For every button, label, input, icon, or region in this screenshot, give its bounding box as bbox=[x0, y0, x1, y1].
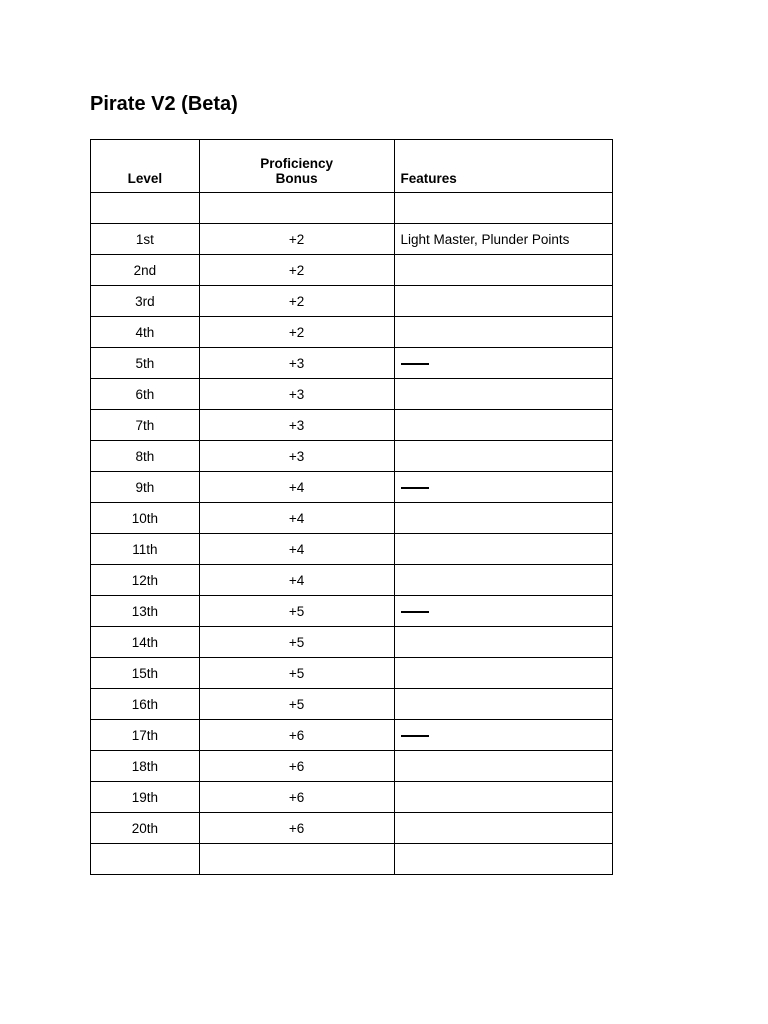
features-cell bbox=[394, 286, 613, 317]
header-proficiency-line1: Proficiency bbox=[260, 156, 333, 171]
level-cell: 18th bbox=[91, 751, 200, 782]
level-cell: 3rd bbox=[91, 286, 200, 317]
level-table bbox=[90, 139, 613, 875]
table-row bbox=[91, 813, 613, 844]
table-row bbox=[91, 317, 613, 348]
level-cell: 16th bbox=[91, 689, 200, 720]
proficiency-cell: +5 bbox=[199, 689, 394, 720]
features-cell bbox=[394, 565, 613, 596]
table-row bbox=[91, 844, 613, 875]
features-cell bbox=[394, 720, 613, 751]
level-cell: 2nd bbox=[91, 255, 200, 286]
page-title: Pirate V2 (Beta) bbox=[90, 93, 238, 115]
level-cell: 4th bbox=[91, 317, 200, 348]
level-cell: 5th bbox=[91, 348, 200, 379]
proficiency-cell: +4 bbox=[199, 534, 394, 565]
features-cell bbox=[394, 193, 613, 224]
table-row bbox=[91, 224, 613, 255]
proficiency-cell: +4 bbox=[199, 503, 394, 534]
proficiency-cell: +5 bbox=[199, 627, 394, 658]
level-cell: 10th bbox=[91, 503, 200, 534]
level-cell: 14th bbox=[91, 627, 200, 658]
table-row bbox=[91, 720, 613, 751]
table-row bbox=[91, 689, 613, 720]
level-cell: 20th bbox=[91, 813, 200, 844]
placeholder-dash bbox=[401, 487, 429, 489]
level-cell: 12th bbox=[91, 565, 200, 596]
header-proficiency-line2: Bonus bbox=[275, 171, 318, 186]
features-cell bbox=[394, 379, 613, 410]
features-cell bbox=[394, 348, 613, 379]
table-row bbox=[91, 658, 613, 689]
features-cell: Light Master, Plunder Points bbox=[394, 224, 613, 255]
features-cell bbox=[394, 751, 613, 782]
proficiency-cell: +3 bbox=[199, 441, 394, 472]
features-cell bbox=[394, 844, 613, 875]
table-row bbox=[91, 534, 613, 565]
features-cell bbox=[394, 782, 613, 813]
proficiency-cell: +3 bbox=[199, 379, 394, 410]
header-level: Level bbox=[91, 140, 200, 193]
proficiency-cell: +6 bbox=[199, 720, 394, 751]
table-header-row bbox=[91, 140, 613, 193]
table-body bbox=[91, 193, 613, 875]
level-cell: 19th bbox=[91, 782, 200, 813]
level-cell: 8th bbox=[91, 441, 200, 472]
level-cell bbox=[91, 844, 200, 875]
proficiency-cell: +6 bbox=[199, 751, 394, 782]
table-row bbox=[91, 286, 613, 317]
table-row bbox=[91, 379, 613, 410]
features-cell bbox=[394, 596, 613, 627]
placeholder-dash bbox=[401, 735, 429, 737]
table-row bbox=[91, 472, 613, 503]
features-cell bbox=[394, 689, 613, 720]
features-cell bbox=[394, 410, 613, 441]
level-cell: 9th bbox=[91, 472, 200, 503]
proficiency-cell: +3 bbox=[199, 348, 394, 379]
level-cell bbox=[91, 193, 200, 224]
features-cell bbox=[394, 441, 613, 472]
table-row bbox=[91, 751, 613, 782]
proficiency-cell: +6 bbox=[199, 813, 394, 844]
proficiency-cell: +4 bbox=[199, 565, 394, 596]
features-cell bbox=[394, 658, 613, 689]
proficiency-cell bbox=[199, 193, 394, 224]
features-cell bbox=[394, 503, 613, 534]
table-row bbox=[91, 255, 613, 286]
table-row bbox=[91, 441, 613, 472]
header-proficiency-bonus bbox=[199, 140, 394, 193]
proficiency-cell: +2 bbox=[199, 224, 394, 255]
features-cell bbox=[394, 317, 613, 348]
table-row bbox=[91, 503, 613, 534]
table-row bbox=[91, 782, 613, 813]
proficiency-cell: +2 bbox=[199, 255, 394, 286]
placeholder-dash bbox=[401, 611, 429, 613]
level-cell: 17th bbox=[91, 720, 200, 751]
table-row bbox=[91, 410, 613, 441]
proficiency-cell: +3 bbox=[199, 410, 394, 441]
table-row bbox=[91, 193, 613, 224]
level-cell: 11th bbox=[91, 534, 200, 565]
features-cell bbox=[394, 627, 613, 658]
features-cell bbox=[394, 813, 613, 844]
proficiency-cell: +2 bbox=[199, 286, 394, 317]
level-cell: 13th bbox=[91, 596, 200, 627]
table-row bbox=[91, 596, 613, 627]
header-features: Features bbox=[394, 140, 613, 193]
placeholder-dash bbox=[401, 363, 429, 365]
proficiency-cell: +5 bbox=[199, 596, 394, 627]
level-cell: 6th bbox=[91, 379, 200, 410]
table-row bbox=[91, 348, 613, 379]
proficiency-cell: +4 bbox=[199, 472, 394, 503]
level-cell: 1st bbox=[91, 224, 200, 255]
table-row bbox=[91, 627, 613, 658]
features-cell bbox=[394, 255, 613, 286]
features-cell bbox=[394, 472, 613, 503]
proficiency-cell: +2 bbox=[199, 317, 394, 348]
proficiency-cell: +6 bbox=[199, 782, 394, 813]
proficiency-cell: +5 bbox=[199, 658, 394, 689]
level-cell: 15th bbox=[91, 658, 200, 689]
features-cell bbox=[394, 534, 613, 565]
proficiency-cell bbox=[199, 844, 394, 875]
level-cell: 7th bbox=[91, 410, 200, 441]
table-row bbox=[91, 565, 613, 596]
